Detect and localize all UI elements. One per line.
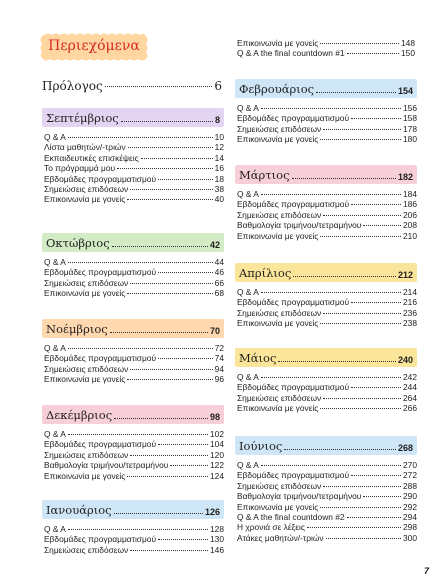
dot-leader	[68, 348, 213, 349]
month-title: Απρίλιος	[239, 266, 292, 280]
toc-row[interactable]	[235, 124, 417, 134]
dot-leader	[351, 118, 401, 119]
toc-row-list	[42, 132, 224, 205]
toc-row-label: Εβδομάδες προγραμματισμού	[237, 199, 350, 210]
dot-leader	[127, 379, 212, 380]
month-header-april[interactable]	[235, 263, 417, 282]
toc-row-list	[235, 460, 417, 543]
dot-leader	[326, 538, 401, 539]
toc-section-march	[235, 165, 417, 241]
toc-row-list	[42, 524, 224, 555]
toc-row[interactable]	[42, 142, 224, 152]
month-title: Φεβρουάριος	[239, 82, 315, 96]
toc-row-label: Επικοινωνία με γονείς	[44, 374, 126, 385]
toc-row-page: 146	[210, 544, 224, 555]
toc-row-page: 206	[403, 209, 417, 220]
toc-row-label: Εβδομάδες προγραμματισμού	[237, 382, 350, 393]
toc-row-label: Σημειώσεις επιδόσεων	[237, 392, 322, 403]
dot-leader	[130, 455, 208, 456]
toc-row[interactable]	[235, 48, 415, 58]
toc-row-page: 122	[210, 460, 224, 471]
toc-row-page: 120	[210, 449, 224, 460]
dot-leader	[127, 476, 208, 477]
toc-row[interactable]	[235, 481, 417, 491]
dot-leader	[158, 539, 208, 540]
dot-leader	[261, 292, 401, 293]
toc-row-label: Q & A	[237, 372, 259, 382]
toc-row[interactable]	[42, 450, 224, 460]
toc-row[interactable]	[235, 502, 417, 512]
toc-row[interactable]	[235, 470, 417, 480]
toc-row-list	[235, 287, 417, 329]
toc-row[interactable]	[42, 545, 224, 555]
toc-row-label: Σημειώσεις επιδόσεων	[237, 480, 322, 491]
toc-row[interactable]	[235, 189, 417, 199]
toc-row-label: Εβδομάδες προγραμματισμού	[237, 297, 350, 308]
toc-row[interactable]	[235, 512, 417, 522]
month-page: 212	[397, 270, 413, 280]
toc-row-page: 300	[403, 532, 417, 543]
toc-row[interactable]	[235, 287, 417, 297]
toc-row[interactable]	[42, 353, 224, 363]
month-page: 126	[204, 507, 220, 517]
toc-row-label: Q & A	[237, 460, 259, 470]
toc-section-february	[235, 79, 417, 145]
toc-row-list	[42, 429, 224, 481]
toc-row[interactable]	[235, 460, 417, 470]
toc-row-page: 12	[214, 142, 224, 153]
toc-row-label: Επικοινωνία με γονείς	[237, 318, 319, 329]
toc-row-page: 298	[403, 522, 417, 533]
dot-leader	[293, 276, 396, 277]
toc-row-label: Βαθμολογία τριμήνου/τετραμήνου	[44, 460, 169, 471]
dot-leader	[320, 236, 401, 237]
month-title: Δεκέμβριος	[46, 408, 113, 422]
dot-leader	[323, 398, 401, 399]
dot-leader	[130, 283, 212, 284]
month-header-december[interactable]	[42, 405, 224, 424]
toc-row[interactable]	[235, 103, 417, 113]
toc-row-page: 44	[214, 257, 224, 267]
dot-leader	[323, 215, 401, 216]
toc-row-page: 158	[403, 113, 417, 124]
toc-row[interactable]	[42, 132, 224, 142]
toc-row-page: 290	[403, 491, 417, 502]
toc-row-label: Ατάκες μαθητών/-τριών	[237, 532, 324, 543]
dot-leader	[110, 332, 208, 333]
month-page: 42	[209, 240, 220, 250]
toc-row-page: 178	[403, 123, 417, 134]
toc-row[interactable]	[235, 38, 415, 48]
dot-leader	[141, 158, 213, 159]
toc-row-label: Q & A	[44, 257, 66, 267]
toc-row-page: 288	[403, 480, 417, 491]
dot-leader	[320, 43, 399, 44]
toc-row-label: Εκπαιδευτικές επισκέψεις	[44, 152, 139, 163]
toc-row-label: Επικοινωνία με γονείς	[44, 194, 126, 205]
month-page: 8	[214, 115, 220, 125]
toc-row-label: Σημειώσεις επιδόσεων	[237, 123, 322, 134]
dot-leader	[170, 465, 208, 466]
dot-leader	[323, 129, 401, 130]
month-header-november[interactable]	[42, 319, 224, 338]
toc-row-page: 38	[214, 184, 224, 195]
toc-row-label: Εβδομάδες προγραμματισμού	[44, 439, 157, 450]
dot-leader	[351, 204, 401, 205]
dot-leader	[292, 178, 396, 179]
dot-leader	[68, 262, 213, 263]
month-title: Ιούνιος	[239, 439, 283, 453]
toc-row-label: Επικοινωνία με γονείς	[237, 230, 319, 241]
toc-row-page: 214	[403, 287, 417, 297]
dot-leader	[261, 377, 401, 378]
dot-leader	[68, 434, 208, 435]
dot-leader	[128, 147, 213, 148]
toc-row[interactable]	[235, 220, 417, 230]
prologue-page: 6	[214, 79, 222, 93]
toc-row[interactable]	[42, 364, 224, 374]
toc-row-label: Βαθμολογία τριμήνου/τετραμήνου	[237, 220, 362, 231]
dot-leader	[114, 418, 208, 419]
toc-section-may	[235, 348, 417, 414]
toc-row-label: Σημειώσεις επιδόσεων	[44, 449, 129, 460]
toc-row-page: 150	[401, 48, 415, 59]
dot-leader	[320, 507, 401, 508]
toc-row-label: Επικοινωνία με γονείς	[237, 134, 319, 145]
toc-row-page: 68	[214, 288, 224, 299]
month-page: 154	[397, 86, 413, 96]
toc-row-page: 294	[403, 512, 417, 523]
toc-row-page: 96	[214, 374, 224, 385]
toc-row-page: 72	[214, 343, 224, 353]
dot-leader	[351, 475, 401, 476]
toc-row[interactable]	[42, 288, 224, 298]
toc-row-label: Q & A the final countdown #1	[237, 48, 345, 59]
toc-row[interactable]	[42, 439, 224, 449]
dot-leader	[261, 465, 401, 466]
toc-row-page: 128	[210, 524, 224, 534]
month-header-march[interactable]	[235, 165, 417, 184]
dot-leader	[105, 86, 213, 87]
dot-leader	[363, 496, 401, 497]
dot-leader	[261, 194, 401, 195]
toc-row-page: 238	[403, 318, 417, 329]
toc-row-list	[235, 103, 417, 145]
toc-row[interactable]	[42, 429, 224, 439]
toc-row[interactable]	[42, 174, 224, 184]
dot-leader	[323, 486, 401, 487]
toc-row-label: Επικοινωνία με γονείς	[237, 38, 319, 48]
toc-section-september	[42, 108, 224, 205]
toc-row-page: 74	[214, 353, 224, 364]
dot-leader	[284, 449, 396, 450]
toc-row[interactable]	[235, 403, 417, 413]
toc-row-label: Σημειώσεις επιδόσεων	[44, 277, 129, 288]
toc-row[interactable]	[235, 372, 417, 382]
toc-row-page: 236	[403, 307, 417, 318]
toc-row[interactable]	[235, 113, 417, 123]
dot-leader	[347, 53, 399, 54]
toc-row-label: Q & A	[237, 103, 259, 113]
toc-row-label: Βαθμολογία τριμήνου/τετραμήνου	[237, 491, 362, 502]
toc-row-page: 156	[403, 103, 417, 113]
toc-row-page: 16	[214, 163, 224, 174]
dot-leader	[363, 225, 401, 226]
toc-row-label: Εβδομάδες προγραμματισμού	[44, 173, 157, 184]
toc-section-november	[42, 319, 224, 385]
toc-row-page: 104	[210, 439, 224, 450]
toc-row[interactable]	[235, 318, 417, 328]
dot-leader	[68, 529, 208, 530]
toc-row-label: Σημειώσεις επιδόσεων	[44, 363, 129, 374]
toc-row[interactable]	[235, 297, 417, 307]
toc-row-label: Σημειώσεις επιδόσεων	[44, 184, 129, 195]
month-header-june[interactable]	[235, 436, 417, 455]
toc-row[interactable]	[42, 257, 224, 267]
dot-leader	[323, 313, 401, 314]
month-title: Μάιος	[239, 351, 277, 365]
toc-row-page: 264	[403, 392, 417, 403]
toc-row-label: Λίστα μαθητών/-τριών	[44, 142, 126, 153]
toc-row-label: Σημειώσεις επιδόσεων	[237, 307, 322, 318]
toc-row-page: 66	[214, 277, 224, 288]
dot-leader	[320, 139, 401, 140]
toc-row-label: Το πρόγραμμά μου	[44, 163, 116, 174]
dot-leader	[114, 513, 203, 514]
dot-leader	[130, 369, 212, 370]
toc-row[interactable]	[235, 522, 417, 532]
dot-leader	[158, 179, 213, 180]
toc-row-page: 10	[214, 132, 224, 142]
toc-section-december	[42, 405, 224, 481]
toc-row-page: 272	[403, 470, 417, 481]
toc-row-page: 148	[401, 38, 415, 48]
month-page: 182	[397, 172, 413, 182]
toc-row[interactable]	[235, 210, 417, 220]
toc-row[interactable]	[42, 184, 224, 194]
toc-row[interactable]	[235, 393, 417, 403]
toc-row[interactable]	[235, 533, 417, 543]
toc-row-label: Επικοινωνία με γονείς	[237, 403, 319, 414]
toc-title: Περιεχόμενα	[48, 38, 140, 54]
toc-row-label: Εβδομάδες προγραμματισμού	[237, 470, 350, 481]
prologue-entry[interactable]	[42, 79, 222, 93]
toc-row-list	[235, 372, 417, 414]
toc-row-page: 244	[403, 382, 417, 393]
toc-row-page: 102	[210, 429, 224, 439]
toc-row[interactable]	[42, 153, 224, 163]
toc-row[interactable]	[42, 267, 224, 277]
toc-row-page: 46	[214, 267, 224, 278]
toc-title-badge	[38, 31, 150, 63]
dot-leader	[278, 361, 396, 362]
toc-row[interactable]	[235, 199, 417, 209]
month-header-october[interactable]	[42, 233, 224, 252]
toc-row-label: Σημειώσεις επιδόσεων	[237, 209, 322, 220]
toc-row-page: 292	[403, 501, 417, 512]
toc-row-label: Εβδομάδες προγραμματισμού	[44, 353, 157, 364]
dot-leader	[121, 121, 213, 122]
toc-row[interactable]	[42, 534, 224, 544]
toc-row-page: 242	[403, 372, 417, 382]
toc-row[interactable]	[42, 374, 224, 384]
dot-leader	[351, 387, 401, 388]
toc-row-page: 208	[403, 220, 417, 231]
month-header-may[interactable]	[235, 348, 417, 367]
month-page: 268	[397, 443, 413, 453]
toc-row-label: Η χρονιά σε λέξεις	[237, 522, 305, 533]
toc-row-list	[42, 257, 224, 299]
toc-row-page: 266	[403, 403, 417, 414]
dot-leader	[127, 293, 212, 294]
toc-row[interactable]	[42, 460, 224, 470]
toc-row-page: 124	[210, 470, 224, 481]
dot-leader	[320, 408, 401, 409]
month-title: Σεπτέμβριος	[46, 111, 119, 125]
toc-row[interactable]	[235, 134, 417, 144]
toc-row[interactable]	[235, 231, 417, 241]
dot-leader	[316, 92, 396, 93]
month-page: 240	[397, 355, 413, 365]
month-title: Ιανουάριος	[46, 503, 112, 517]
month-title: Μάρτιος	[239, 168, 290, 182]
toc-row-label: Εβδομάδες προγραμματισμού	[44, 267, 157, 278]
dot-leader	[307, 527, 401, 528]
toc-row-page: 186	[403, 199, 417, 210]
toc-row-label: Q & A	[237, 287, 259, 297]
toc-row-page: 270	[403, 460, 417, 470]
toc-row[interactable]	[42, 471, 224, 481]
toc-row-label: Q & A	[44, 524, 66, 534]
toc-row[interactable]	[42, 163, 224, 173]
month-header-september[interactable]	[42, 108, 224, 127]
month-header-february[interactable]	[235, 79, 417, 98]
toc-row[interactable]	[42, 278, 224, 288]
dot-leader	[112, 246, 208, 247]
toc-row-label: Q & A	[44, 343, 66, 353]
toc-row-page: 40	[214, 194, 224, 205]
toc-section-january	[42, 500, 224, 555]
toc-row[interactable]	[235, 491, 417, 501]
dot-leader	[158, 272, 213, 273]
toc-row-page: 14	[214, 152, 224, 163]
toc-row-label: Q & A	[237, 189, 259, 199]
toc-row-label: Επικοινωνία με γονείς	[44, 470, 126, 481]
dot-leader	[130, 189, 212, 190]
toc-row-page: 216	[403, 297, 417, 308]
toc-row-label: Εβδομάδες προγραμματισμού	[44, 534, 157, 545]
toc-row-label: Q & A	[44, 429, 66, 439]
toc-row-label: Q & A	[44, 132, 66, 142]
dot-leader	[68, 137, 213, 138]
toc-row-list	[235, 189, 417, 241]
toc-row-label: Επικοινωνία με γονείς	[44, 288, 126, 299]
toc-row-page: 210	[403, 230, 417, 241]
toc-section-october	[42, 233, 224, 299]
month-title: Νοέμβριος	[46, 322, 108, 336]
month-page: 70	[209, 326, 220, 336]
toc-row-list	[42, 343, 224, 385]
toc-row-page: 18	[214, 173, 224, 184]
toc-section-april	[235, 263, 417, 329]
toc-row-page: 94	[214, 363, 224, 374]
dot-leader	[320, 323, 401, 324]
toc-row[interactable]	[42, 194, 224, 204]
toc-row-label: Επικοινωνία με γονείς	[237, 501, 319, 512]
dot-leader	[158, 358, 213, 359]
dot-leader	[351, 302, 401, 303]
toc-row[interactable]	[42, 343, 224, 353]
dot-leader	[261, 108, 401, 109]
dot-leader	[158, 444, 208, 445]
month-header-january[interactable]	[42, 500, 224, 519]
dot-leader	[127, 199, 212, 200]
toc-row[interactable]	[42, 524, 224, 534]
toc-row-label: Q & A the final countdown #2	[237, 512, 345, 523]
toc-row-page: 180	[403, 134, 417, 145]
dot-leader	[347, 517, 401, 518]
prologue-label: Πρόλογος	[42, 79, 103, 93]
toc-row[interactable]	[235, 308, 417, 318]
toc-row-label: Εβδομάδες προγραμματισμού	[237, 113, 350, 124]
month-title: Οκτώβριος	[46, 236, 110, 250]
month-page: 98	[209, 412, 220, 422]
toc-row-label: Σημειώσεις επιδόσεων	[44, 544, 129, 555]
toc-section-june	[235, 436, 417, 543]
dot-leader	[117, 168, 213, 169]
toc-row-page: 130	[210, 534, 224, 545]
page-number: 7	[424, 566, 430, 576]
toc-row-page: 184	[403, 189, 417, 199]
toc-continued-rows	[235, 38, 415, 59]
dot-leader	[130, 550, 208, 551]
toc-row[interactable]	[235, 382, 417, 392]
